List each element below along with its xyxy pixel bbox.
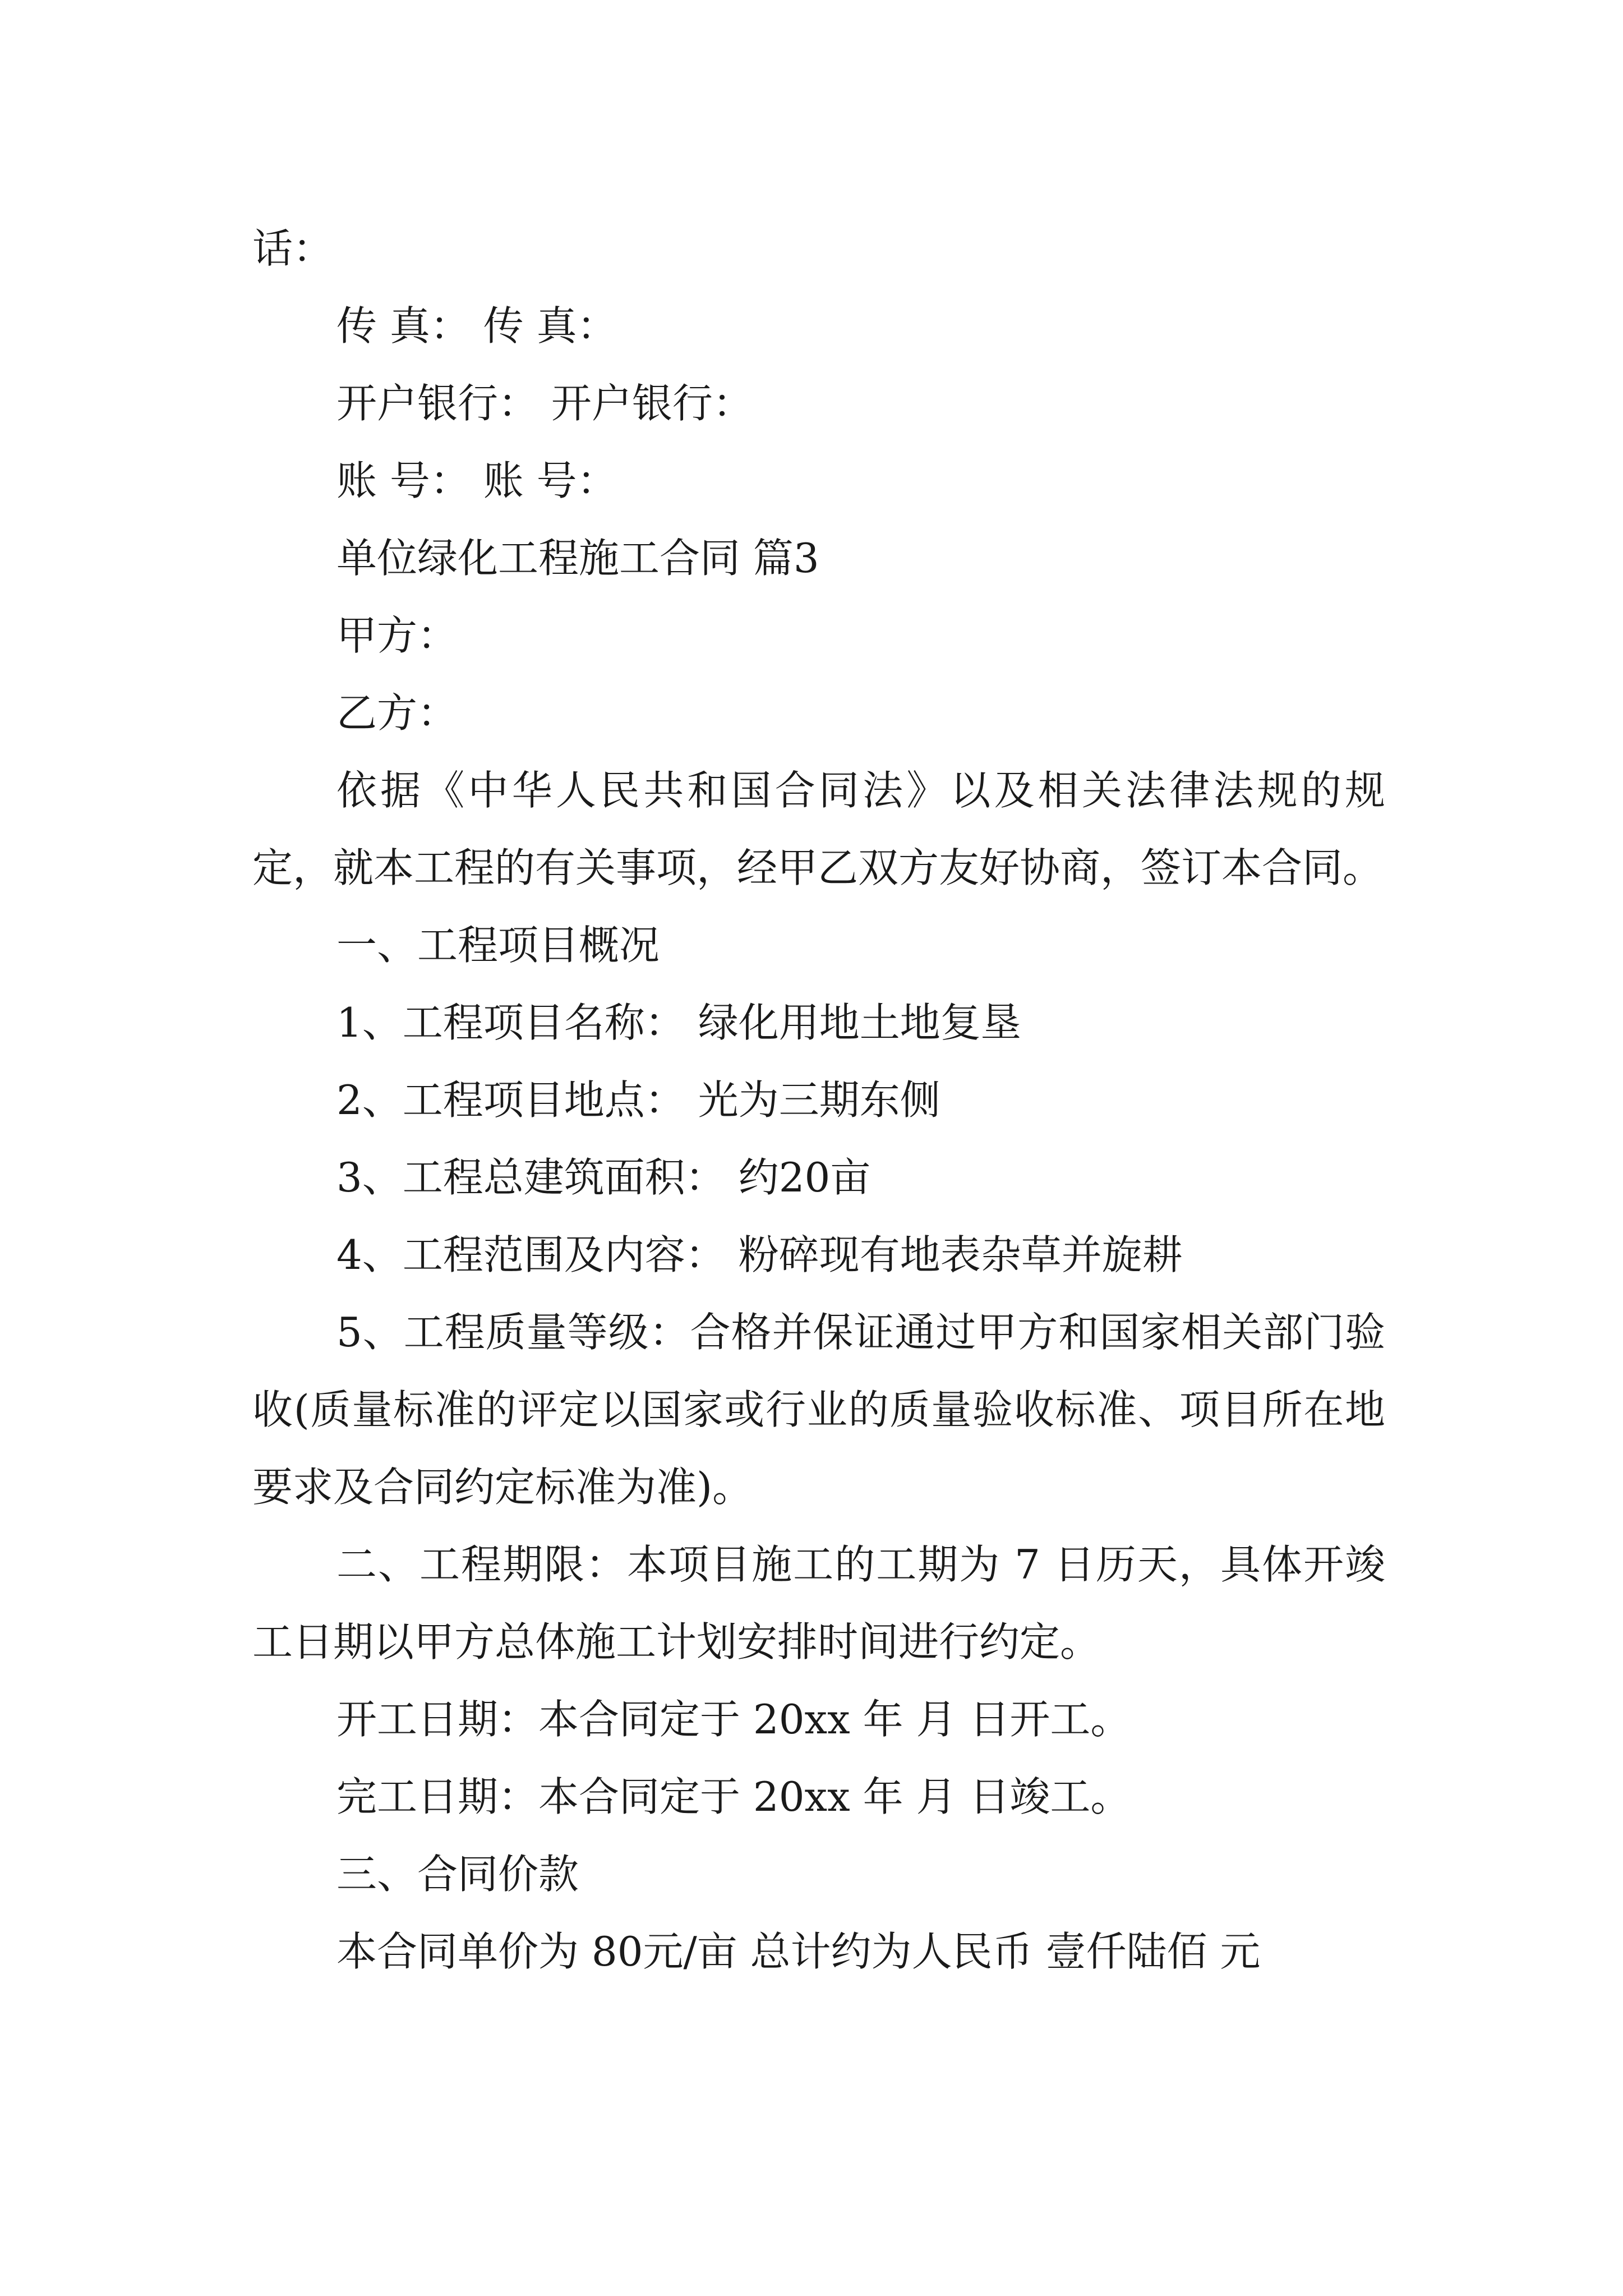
paragraph-account: 账 号： 账 号： — [336, 457, 617, 504]
section-heading-price: 三、合同价款 — [336, 1851, 579, 1898]
item-project-name: 1、工程项目名称： 绿化用地土地复垦 — [336, 999, 1021, 1046]
party-a: 甲方： — [336, 612, 458, 659]
item-project-scope: 4、工程范围及内容： 粉碎现有地表杂草并旋耕 — [336, 1231, 1183, 1278]
section-duration: 二、工程期限：本项目施工的工期为 7 日历天，具体开竣工日期以甲方总体施工计划安排时间进行约定。 — [252, 1541, 1385, 1665]
contract-title: 单位绿化工程施工合同 篇3 — [336, 535, 819, 582]
item-project-area: 3、工程总建筑面积： 约20亩 — [336, 1154, 871, 1201]
paragraph-fax: 传 真： 传 真： — [336, 302, 617, 349]
paragraph-phone-continuation: 话： — [252, 225, 334, 272]
party-b: 乙方： — [336, 689, 458, 737]
paragraph-bank: 开户银行： 开户银行： — [336, 380, 753, 427]
start-date: 开工日期：本合同定于 20xx 年 月 日开工。 — [336, 1696, 1131, 1743]
paragraph-price: 本合同单价为 80元/亩 总计约为人民币 壹仟陆佰 元 — [336, 1928, 1261, 1975]
item-quality-grade: 5、工程质量等级：合格并保证通过甲方和国家相关部门验收(质量标准的评定以国家或行业的质量验收标准、项目所在地要求及合同约定标准为准)。 — [252, 1309, 1385, 1511]
paragraph-preamble: 依据《中华人民共和国合同法》以及相关法律法规的规定，就本工程的有关事项，经甲乙双方友好协商，签订本合同。 — [252, 767, 1385, 891]
section-heading-overview: 一、工程项目概况 — [336, 922, 660, 969]
item-project-location: 2、工程项目地点： 光为三期东侧 — [336, 1076, 940, 1124]
completion-date: 完工日期：本合同定于 20xx 年 月 日竣工。 — [336, 1773, 1131, 1820]
document-body — [252, 210, 1385, 1990]
